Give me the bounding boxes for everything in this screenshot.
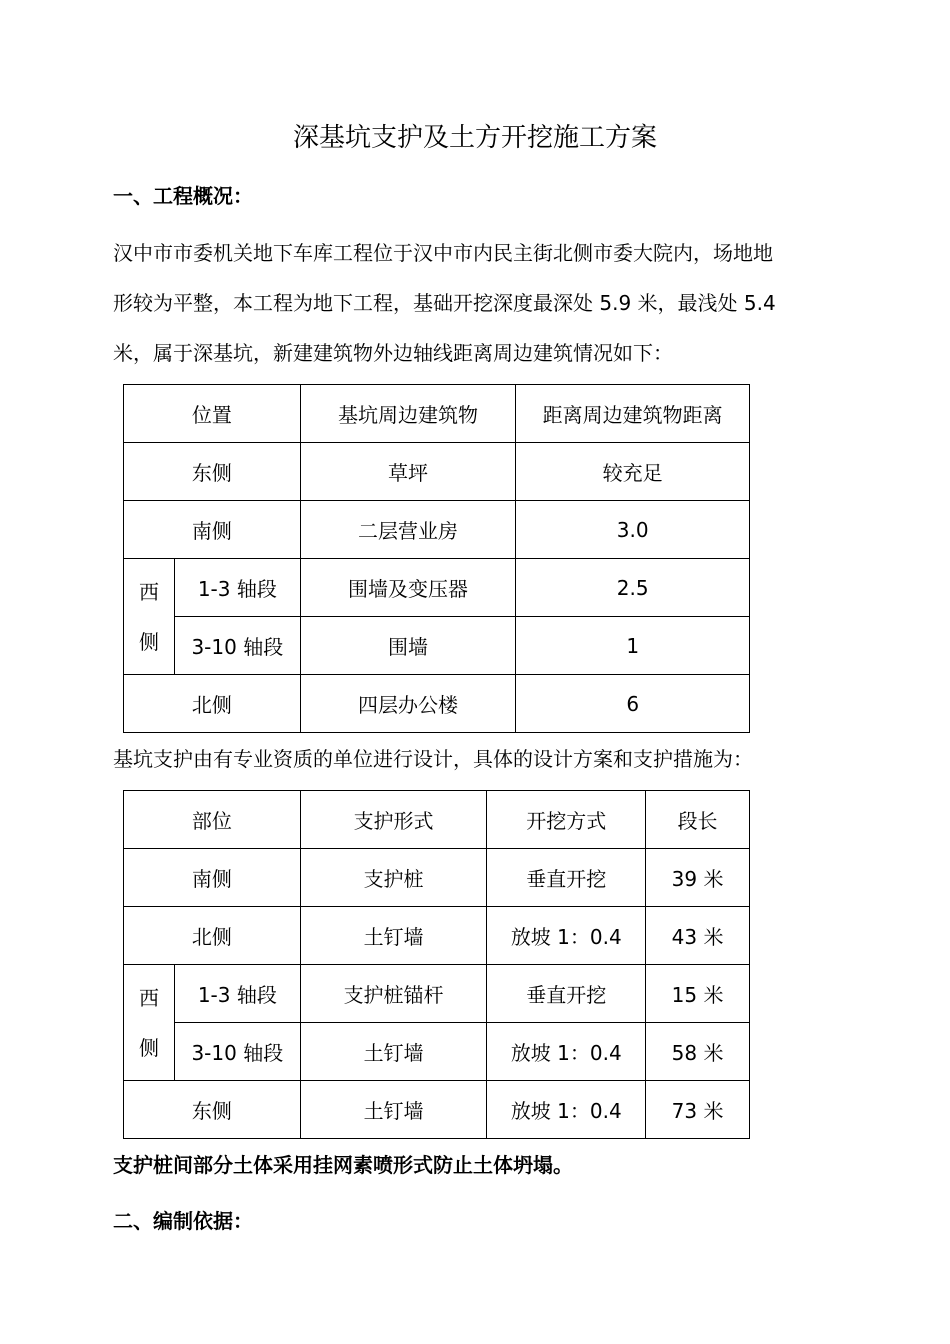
header-cell: 距离周边建筑物距离: [516, 385, 750, 443]
table-row: [124, 443, 750, 501]
table-cell: 73 米: [646, 1081, 750, 1139]
table-row: [124, 675, 750, 733]
header-cell: 段长: [646, 791, 750, 849]
table-cell: 土钉墙: [300, 1081, 487, 1139]
table-cell: 土钉墙: [300, 907, 487, 965]
header-cell: 支护形式: [300, 791, 487, 849]
table-cell: 围墙及变压器: [300, 559, 516, 617]
table-cell: 43 米: [646, 907, 750, 965]
table-cell: 北侧: [124, 675, 301, 733]
side-char: 侧: [138, 1035, 159, 1060]
table-cell: 垂直开挖: [487, 849, 646, 907]
document-title: 深基坑支护及土方开挖施工方案: [292, 123, 657, 153]
table-row: [124, 849, 750, 907]
table-cell: 北侧: [124, 907, 301, 965]
west-side-cell: [124, 559, 175, 675]
support-note: 支护桩间部分土体采用挂网素喷形式防止土体坍塌。: [113, 1153, 573, 1177]
table-cell: 58 米: [646, 1023, 750, 1081]
table-row: [124, 501, 750, 559]
table-cell: 3.0: [516, 501, 750, 559]
table-cell: 1-3 轴段: [174, 965, 300, 1023]
header-cell: 位置: [124, 385, 301, 443]
table-cell: 15 米: [646, 965, 750, 1023]
table-cell: 放坡 1：0.4: [487, 907, 646, 965]
table-cell: 东侧: [124, 443, 301, 501]
support-intro: 基坑支护由有专业资质的单位进行设计，具体的设计方案和支护措施为：: [113, 747, 753, 771]
table-row: [124, 1081, 750, 1139]
table-cell: 南侧: [124, 849, 301, 907]
paragraph-line-2: 形较为平整，本工程为地下工程，基础开挖深度最深处 5.9 米，最浅处 5.4: [113, 291, 776, 315]
west-char: 西: [138, 985, 159, 1010]
table-cell: 放坡 1：0.4: [487, 1081, 646, 1139]
support-table: [123, 790, 750, 1139]
table-cell: 2.5: [516, 559, 750, 617]
table-cell: 南侧: [124, 501, 301, 559]
table-cell: 3-10 轴段: [174, 1023, 300, 1081]
table-cell: 支护桩锚杆: [300, 965, 487, 1023]
table-cell: 1: [516, 617, 750, 675]
header-cell: 开挖方式: [487, 791, 646, 849]
table-cell: 东侧: [124, 1081, 301, 1139]
table-row: [124, 385, 750, 443]
table-cell: 四层办公楼: [300, 675, 516, 733]
west-side-cell: [124, 965, 175, 1081]
table-cell: 6: [516, 675, 750, 733]
side-char: 侧: [138, 629, 159, 654]
table-row: [124, 907, 750, 965]
header-cell: 部位: [124, 791, 301, 849]
paragraph-line-1: 汉中市市委机关地下车库工程位于汉中市内民主街北侧市委大院内，场地地: [113, 241, 773, 265]
table-cell: 垂直开挖: [487, 965, 646, 1023]
table-cell: 二层营业房: [300, 501, 516, 559]
section-1-heading: 一、工程概况：: [113, 184, 253, 208]
table-cell: 土钉墙: [300, 1023, 487, 1081]
table-row: [124, 965, 750, 1023]
table-cell: 1-3 轴段: [174, 559, 300, 617]
section-2-heading: 二、编制依据：: [113, 1209, 253, 1233]
table-cell: 较充足: [516, 443, 750, 501]
table-row: [124, 559, 750, 617]
table-cell: 39 米: [646, 849, 750, 907]
table-cell: 放坡 1：0.4: [487, 1023, 646, 1081]
paragraph-line-3: 米，属于深基坑，新建建筑物外边轴线距离周边建筑情况如下：: [113, 341, 673, 365]
table-row: [124, 1023, 750, 1081]
table-row: [124, 617, 750, 675]
table-cell: 草坪: [300, 443, 516, 501]
table-row: [124, 791, 750, 849]
header-cell: 基坑周边建筑物: [300, 385, 516, 443]
surroundings-table: [123, 384, 750, 733]
table-cell: 3-10 轴段: [174, 617, 300, 675]
table-cell: 围墙: [300, 617, 516, 675]
table-cell: 支护桩: [300, 849, 487, 907]
west-char: 西: [138, 579, 159, 604]
